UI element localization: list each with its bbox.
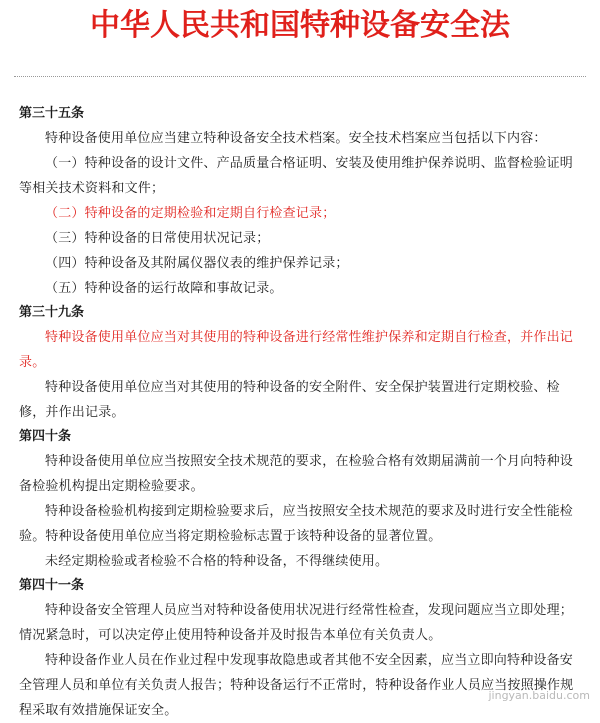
highlighted-clause: （二）特种设备的定期检验和定期自行检查记录；: [45, 206, 336, 221]
article-clause: 特种设备检验机构接到定期检验要求后，应当按照安全技术规范的要求及时进行安全性能检验。特种设备使用单位应当将定期检验标志置于该特种设备的显著位置。: [19, 504, 574, 544]
watermark: jingyan.baidu.com: [488, 689, 590, 702]
document-title: 中华人民共和国特种设备安全法: [90, 8, 510, 43]
article-clause: （四）特种设备及其附属仪器仪表的维护保养记录；: [45, 256, 349, 271]
article-heading: 第四十条: [19, 429, 72, 444]
title-divider: [14, 76, 586, 77]
article-clause: （一）特种设备的设计文件、产品质量合格证明、安装及使用维护保养说明、监督检验证明等相关技术资料和文件；: [19, 156, 574, 196]
article-heading: 第四十一条: [19, 578, 85, 593]
article-clause: 特种设备使用单位应当对其使用的特种设备的安全附件、安全保护装置进行定期校验、检修，并作出记录。: [19, 380, 560, 420]
highlighted-clause: 特种设备使用单位应当对其使用的特种设备进行经常性维护保养和定期自行检查，并作出记录。: [19, 330, 574, 370]
article-clause: 未经定期检验或者检验不合格的特种设备，不得继续使用。: [45, 554, 389, 569]
article-clause: （三）特种设备的日常使用状况记录；: [45, 231, 270, 246]
article-clause: 特种设备使用单位应当按照安全技术规范的要求，在检验合格有效期届满前一个月向特种设备检验机构提出定期检验要求。: [19, 454, 574, 494]
article-clause: 特种设备安全管理人员应当对特种设备使用状况进行经常性检查，发现问题应当立即处理；情况紧急时，可以决定停止使用特种设备并及时报告本单位有关负责人。: [19, 603, 574, 643]
article-heading: 第三十五条: [19, 106, 85, 121]
article-heading: 第三十九条: [19, 305, 85, 320]
article-clause: 特种设备作业人员在作业过程中发现事故隐患或者其他不安全因素，应当立即向特种设备安全管理人员和单位有关负责人报告；特种设备运行不正常时，特种设备作业人员应当按照操作规程采取有效措施保证安全。: [19, 653, 574, 718]
article-clause: 特种设备使用单位应当建立特种设备安全技术档案。安全技术档案应当包括以下内容：: [45, 131, 547, 146]
law-articles: [19, 102, 585, 723]
article-clause: （五）特种设备的运行故障和事故记录。: [45, 281, 283, 296]
